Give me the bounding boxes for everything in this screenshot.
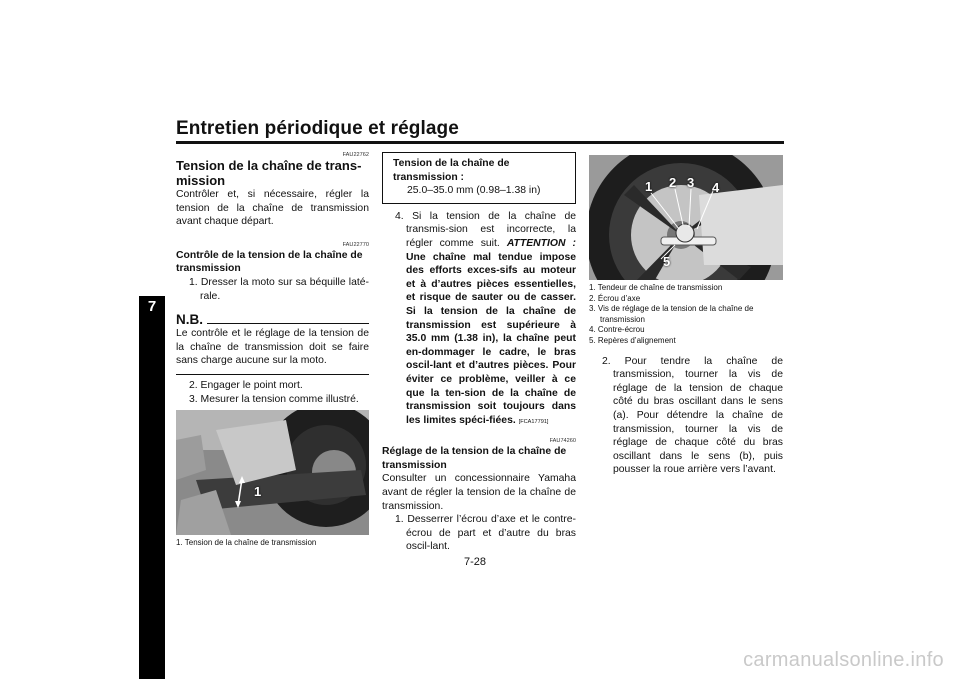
attention-label: ATTENTION :	[506, 237, 576, 249]
subsection-title: Contrôle de la tension de la chaîne de transmission	[176, 249, 363, 275]
title-rule	[176, 141, 784, 144]
subsection-title: Réglage de la tension de la chaîne de transmission	[382, 446, 567, 471]
adjuster-callout-3: 3	[687, 175, 695, 190]
column-1	[176, 151, 369, 549]
adjust-step-2: 2. Pour tendre la chaîne de transmission, tourner la vis de réglage de la tension de chaque côté du bras oscillant dans le sens (a). Pour détendre la chaîne de transmission, tourner la vis de réglage de chaque côté du bras oscillant dans le sens (b), puis pousser la roue arrière vers l’avant.	[602, 355, 783, 476]
reference-code: FAU22770	[342, 241, 369, 248]
note-header	[176, 313, 369, 327]
watermark: carmanualsonline.info	[743, 649, 944, 671]
photo-caption: 1. Tension de la chaîne de transmission	[176, 538, 317, 548]
caption-item: 2. Écrou d’axe	[589, 293, 641, 303]
caption-item: 3. Vis de réglage de la tension de la chaîne de	[589, 304, 754, 314]
spec-box	[382, 152, 576, 204]
adjust-intro: Consulter un concessionnaire Yamaha avant de régler la tension de la chaîne de transmission.	[382, 473, 576, 512]
step-4	[382, 210, 576, 430]
adjuster-photo-illustration	[589, 155, 783, 280]
column-3	[589, 155, 783, 477]
note-label: N.B.	[176, 312, 203, 328]
column-2	[382, 152, 576, 554]
caption-item: 4. Contre-écrou	[589, 325, 645, 335]
warning-code: [FCA17791]	[518, 418, 549, 425]
step-4-text: 4. Si la tension de la chaîne de transmis-sion est incorrecte, la régler comme suit.	[395, 210, 576, 249]
caption-item: 1. Tendeur de chaîne de transmission	[589, 283, 723, 292]
step-1: 1. Dresser la moto sur sa béquille laté-rale.	[189, 276, 369, 302]
caption-item: 5. Repères d’alignement	[589, 335, 676, 345]
chapter-tab: 7	[139, 296, 165, 679]
chain-tension-photo	[176, 410, 369, 535]
adjuster-callout-1: 1	[645, 179, 653, 194]
reference-code: FAU22762	[342, 152, 369, 158]
adjust-step-1: 1. Desserrer l’écrou d’axe et le contre-écrou de part et d’autre du bras oscil-lant.	[395, 514, 576, 553]
spec-label: Tension de la chaîne de transmission :	[393, 158, 510, 183]
warning-text: Une chaîne mal tendue impose des efforts exces-sifs au moteur et à d’autres pièces essentielles, et risque de sauter ou de casser. Si la tension de la chaîne de transmission est supérieure à 35.0 mm (1.38 in), la chaîne peut en-dommager le cadre, le bras oscil-lant et d’autres pièces. Pour éviter ce problème, veiller à ce que la ten-sion de la chaîne de transmission soit toujours dans les limites spéci-fiées.	[406, 251, 576, 426]
note-end-rule	[176, 374, 369, 375]
step-3: 3. Mesurer la tension comme illustré.	[189, 393, 359, 405]
step-2: 2. Engager le point mort.	[189, 379, 303, 391]
adjuster-callout-5: 5	[663, 254, 671, 269]
page-title: Entretien périodique et réglage	[176, 118, 459, 139]
chain-photo-illustration	[176, 410, 369, 535]
intro-paragraph: Contrôler et, si nécessaire, régler la tension de la chaîne de transmission avant chaque départ.	[176, 189, 369, 228]
photo-callout-1: 1	[254, 484, 262, 500]
page-number: 7-28	[464, 556, 487, 568]
adjuster-callout-4: 4	[712, 180, 720, 195]
caption-item: transmission	[600, 314, 645, 324]
note-text: Le contrôle et le réglage de la tension de la chaîne de transmission doit se faire sans charge aucune sur la moto.	[176, 328, 369, 367]
adjuster-captions	[589, 283, 783, 347]
adjuster-callout-2: 2	[669, 175, 677, 190]
adjuster-photo	[589, 155, 783, 280]
section-title: Tension de la chaîne de trans-mission	[176, 158, 362, 188]
spec-value: 25.0–35.0 mm (0.98–1.38 in)	[407, 185, 541, 197]
reference-code: FAU74260	[549, 438, 576, 445]
